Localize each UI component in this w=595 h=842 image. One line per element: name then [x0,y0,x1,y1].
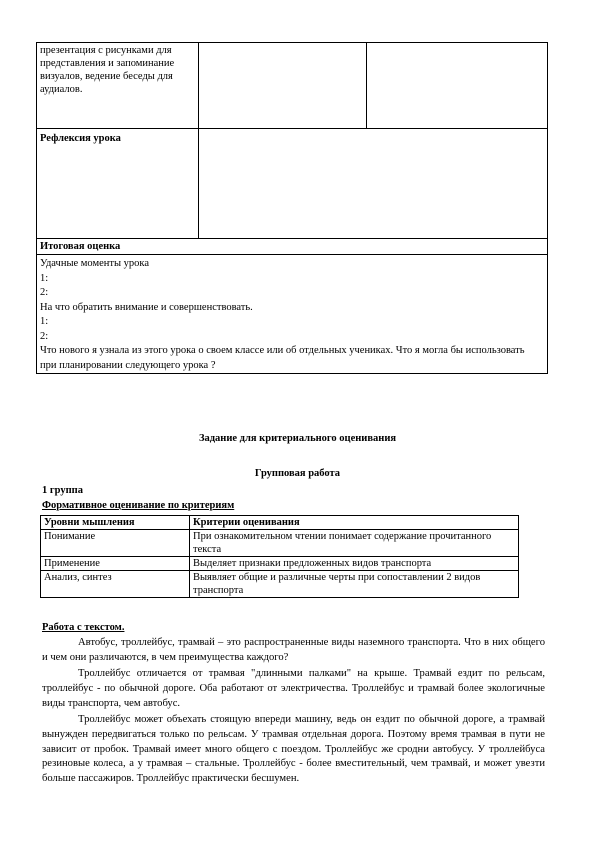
criteria-header-level: Уровни мышления [41,516,190,530]
summary-line: Что нового я узнала из этого урока о своем классе или об отдельных учениках. Что я могла бы использовать при планировании следующего урока ? [40,345,525,371]
summary-line: 2: [40,330,49,342]
final-assessment-label: Итоговая оценка [40,241,121,252]
reflection-cell [37,129,199,239]
criteria-level-cell: Применение [41,557,190,571]
text-heading: Работа с текстом. [42,622,125,633]
group-work-title: Групповая работа [254,468,341,479]
criteria-criterion-cell: Выявляет общие и различные черты при сопоставлении 2 видов транспорта [190,571,519,598]
text-paragraph: Троллейбус может объехать стоящую впереди машину, ведь он ездит по обычной дороге, а трамвай вынужден передвигаться только по рельсам. У трамвая отдельная дорога. Поэтому время трамвая в пути не зависит от пробок. Трамвай имеет много общего с поездом. Троллейбус же сродни автобусу. У троллейбуса резиновые колеса, а у трамвая – стальные. Троллейбус - более вместительный, чем трамвай, и может увезти больше пассажиров. Троллейбус практически бесшумен. [42,714,545,785]
text-paragraph: Автобус, троллейбус, трамвай – это распространенные виды наземного транспорта. Что в них общего и чем они различаются, в чем преимущества каждого? [42,637,545,663]
empty-cell [199,129,548,239]
criteria-criterion-cell: Выделяет признаки предложенных видов транспорта [190,557,519,571]
empty-cell [199,43,367,129]
criteria-header-criterion: Критерии оценивания [190,516,519,530]
summary-line: Удачные моменты урока [40,258,150,269]
summary-cell [37,255,548,374]
empty-cell [367,43,548,129]
reflection-label: Рефлексия урока [40,133,121,144]
methods-text: презентация с рисунками для представления и запоминание визуалов, ведение беседы для аудиалов. [40,45,175,95]
criteria-level-cell: Понимание [41,530,190,557]
methods-cell [37,43,199,129]
text-paragraph: Троллейбус отличается от трамвая "длинными палками" на крыше. Трамвай ездит по рельсам, троллейбус - по обычной дороге. Оба работают от электричества. Троллейбус и трамвай более экологичные виды транспорта, чем автобус. [42,668,545,709]
criteria-level-cell: Анализ, синтез [41,571,190,598]
summary-line: 1: [40,316,49,327]
group-label: 1 группа [42,485,83,496]
summary-line: На что обратить внимание и совершенствовать. [40,301,253,313]
final-assessment-cell [37,239,548,255]
lesson-plan-table [36,42,548,374]
task-title: Задание для критериального оценивания [198,433,397,444]
summary-line: 1: [40,272,49,284]
criteria-table [40,515,519,598]
formative-label: Формативное оценивание по критериям [42,500,235,511]
summary-line: 2: [40,287,49,298]
criteria-criterion-cell: При ознакомительном чтении понимает содержание прочитанного текста [190,530,519,557]
